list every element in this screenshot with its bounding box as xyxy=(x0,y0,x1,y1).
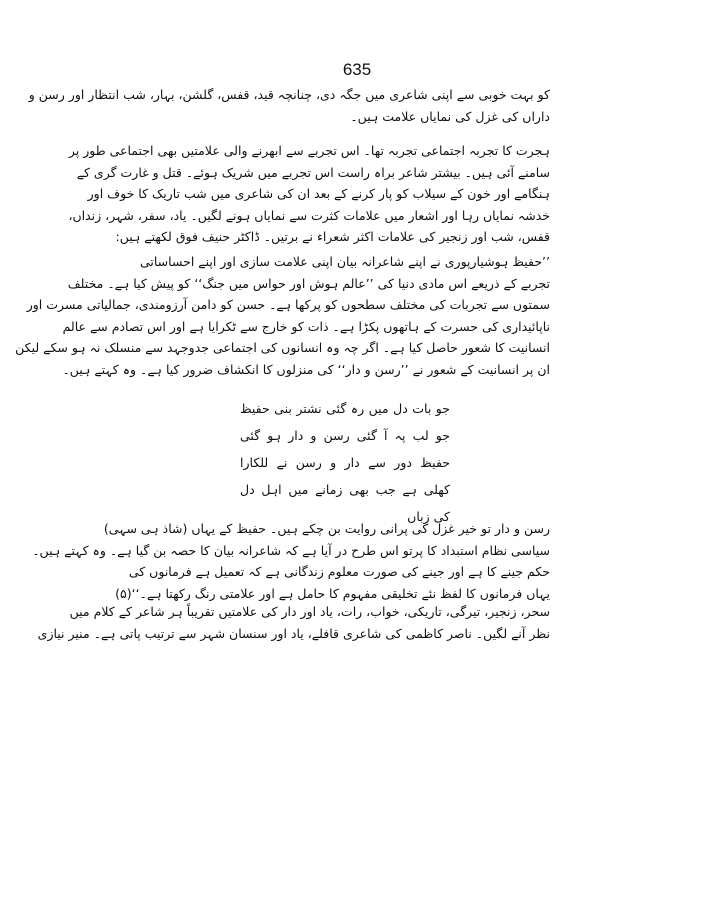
text-line: تجربے کے ذریعے اس مادی دنیا کی ’’عالم ہوش اور حواس میں جنگ‘‘ کو پیش کیا ہے۔ مختلف xyxy=(67,275,550,291)
paragraph-hijrat xyxy=(68,140,550,248)
verse-line: کھلی ہے جب بھی زمانے میں اہل دل کی زباں xyxy=(240,482,450,524)
text-line: سحر، زنجیر، تیرگی، تاریکی، خواب، رات، یاد اور دار کی علامتیں تقریباً ہر شاعر کے کلام میں xyxy=(69,604,550,619)
text-line: نظر آنے لگیں۔ ناصر کاظمی کی شاعری قافلے، یاد اور سنسان شہر سے ترتیب پاتی ہے۔ منیر نیازی xyxy=(37,625,550,641)
text-line: قفس، شب اور زنجیر کی علامات اکثر شعراء نے برتیں۔ ڈاکٹر حنیف فوق لکھتے ہیں: xyxy=(115,229,550,244)
paragraph-rasan-o-daar xyxy=(32,518,550,604)
verse-line: جو لب پہ آ گئی رسن و دار ہو گئی xyxy=(240,428,450,443)
text-line: ’’حفیظ ہوشیارپوری نے اپنے شاعرانہ بیان اپنی علامت سازی اور اپنے احساساتی xyxy=(139,254,550,269)
text-line: رسن و دار تو خیر غزل کی پرانی روایت بن چکے ہیں۔ حفیظ کے یہاں (شاذ ہی سہی) xyxy=(103,521,550,536)
text-line: ہنگامے اور خون کے سیلاب کو پار کرنے کے بعد ان کی شاعری میں شب تاریک کا خوف اور xyxy=(87,186,550,201)
text-line: ہجرت کا تجربہ اجتماعی تجربہ تھا۔ اس تجربے سے ابھرنے والی علامتیں بھی اجتماعی طور پر xyxy=(68,143,550,158)
text-line: سیاسی نظام استبداد کا پرتو اس طرح در آیا ہے کہ شاعرانہ بیان کا حصہ بن گیا ہے۔ وہ کہتے ہیں۔ xyxy=(32,542,550,558)
text-line: ناپائیداری کی حسرت کے ہاتھوں پکڑا ہے۔ ذات کو خارج سے ٹکرایا ہے اور اس تصادم سے عالم xyxy=(62,318,550,334)
paragraph-continuation xyxy=(28,84,550,127)
text-line: خدشہ نمایاں رہا اور اشعار میں علامات کثرت سے نمایاں ہونے لگیں۔ یاد، سفر، شہر، زنداں، xyxy=(68,207,550,223)
text-line: داراں کی غزل کی نمایاں علامت ہیں۔ xyxy=(350,108,550,124)
verse-block xyxy=(240,395,450,524)
verse-line: جو بات دل میں رہ گئی نشتر بنی حفیظ xyxy=(240,401,450,416)
block-quote xyxy=(15,251,550,380)
text-line: سمتوں سے تجربات کی مختلف سطحوں کو پرکھا ہے۔ حسن کو دامن آرزومندی، جمالیاتی مسرت اور xyxy=(26,297,550,312)
text-line: سامنے آئی ہیں۔ بیشتر شاعر براہ راست اس تجربے میں شریک ہوئے۔ قتل و غارت گری کے xyxy=(76,164,550,180)
paragraph-symbols xyxy=(37,601,550,644)
page-number: 635 xyxy=(342,60,372,79)
text-line: کو بہت خوبی سے اپنی شاعری میں جگہ دی، چنانچہ قید، قفس، گلشن، بہار، شب انتظار اور رسن و xyxy=(28,87,550,102)
text-line: ان پر انسانیت کے شعور نے ’’رسن و دار‘‘ کی منزلوں کا انکشاف ضرور کیا ہے۔ وہ کہتے ہیں۔ xyxy=(62,361,550,377)
text-line: یہاں فرمانوں کا لفظ نئے تخلیقی مفہوم کا حامل ہے اور علامتی رنگ رکھتا ہے۔‘‘(۵) xyxy=(115,585,550,601)
text-line: انسانیت کا شعور حاصل کیا ہے۔ اگر چہ وہ انسانوں کی اجتماعی جدوجہد سے منسلک نہ ہو سکے لیکن xyxy=(15,340,550,355)
text-line: حکم جینے کا ہے اور جینے کی صورت معلوم زندگانی ہے کہ تعمیل ہے فرمانوں کی xyxy=(128,564,550,579)
verse-line: حفیظ دور سے دار و رسن نے للکارا xyxy=(240,455,450,470)
